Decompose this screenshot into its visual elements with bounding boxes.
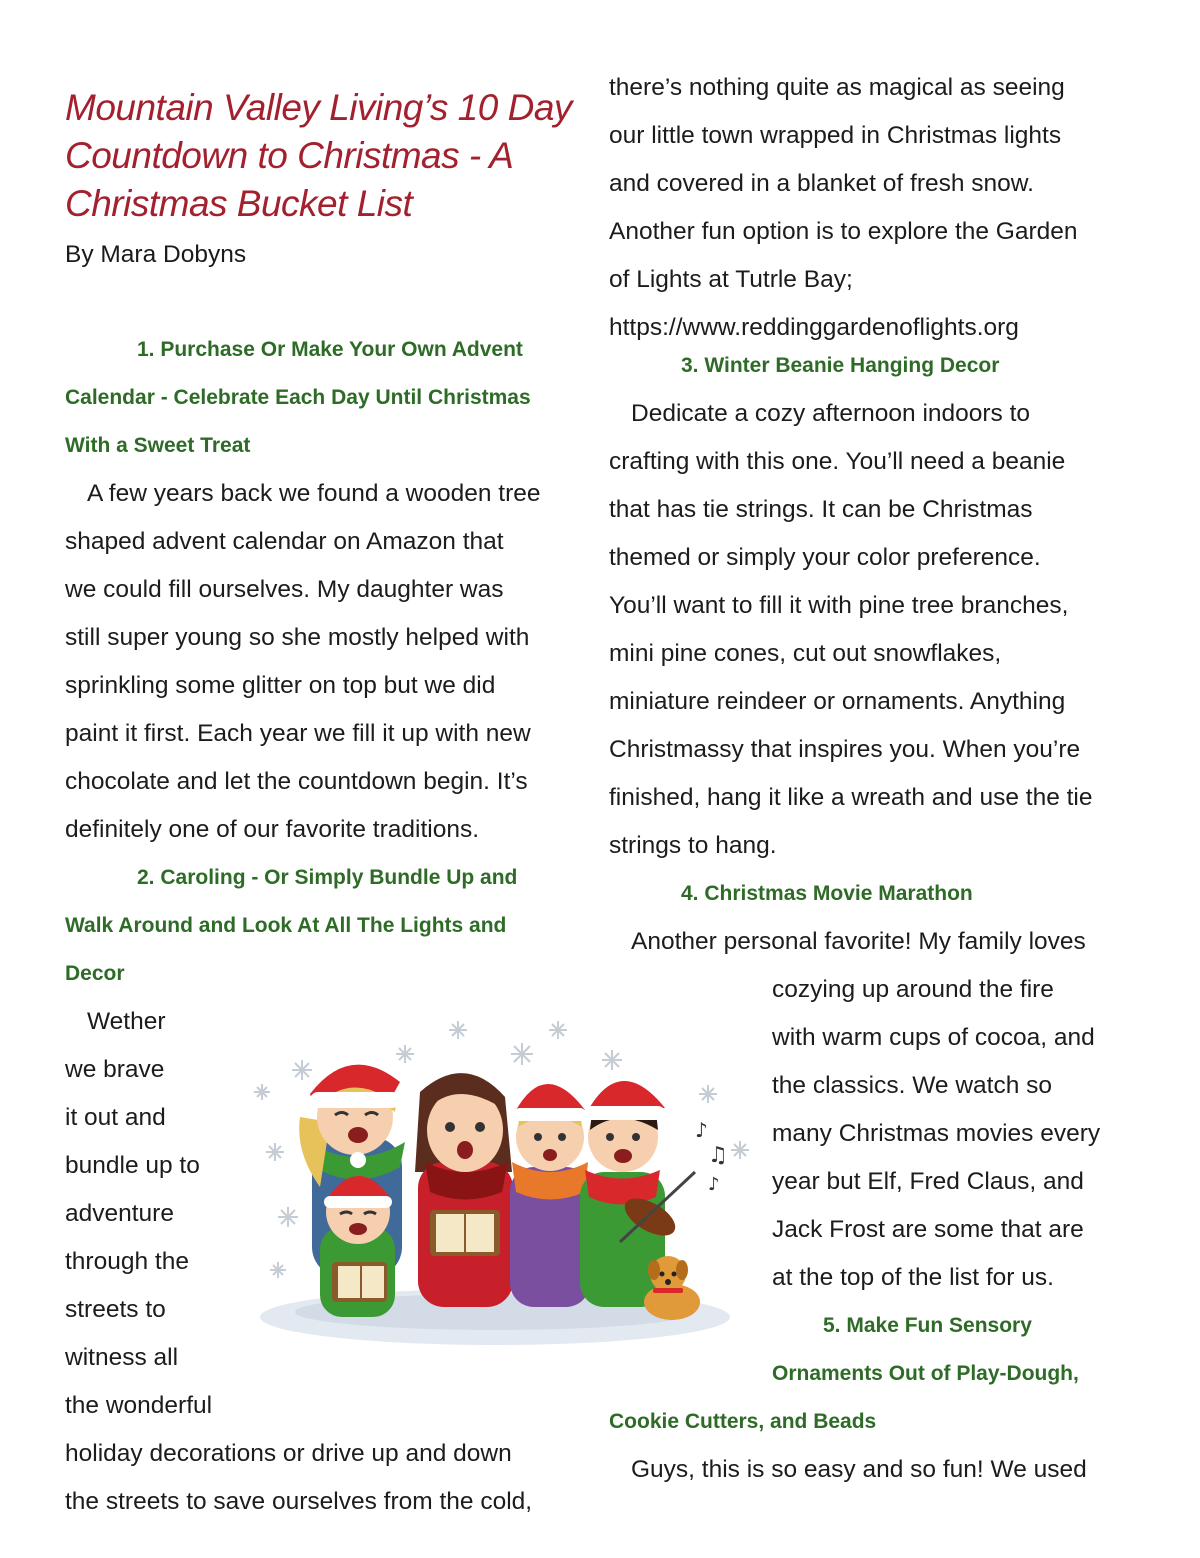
paragraph-line: Another fun option is to explore the Garden <box>609 218 1078 245</box>
paragraph-line: paint it first. Each year we fill it up with new <box>65 720 531 747</box>
paragraph-line: sprinkling some glitter on top but we did <box>65 672 496 699</box>
paragraph-line: finished, hang it like a wreath and use the tie <box>609 784 1093 811</box>
paragraph-line: Wether <box>87 1008 166 1035</box>
heading-2: Decor <box>65 962 125 985</box>
paragraph-line: the streets to save ourselves from the cold, <box>65 1488 533 1515</box>
heading-2: 2. Caroling - Or Simply Bundle Up and <box>137 866 518 889</box>
paragraph-line: Jack Frost are some that are <box>772 1216 1084 1243</box>
heading-1: 1. Purchase Or Make Your Own Advent <box>137 338 523 361</box>
paragraph-line: Dedicate a cozy afternoon indoors to <box>631 400 1031 427</box>
paragraph-line: through the <box>65 1248 189 1275</box>
heading-1: Calendar - Celebrate Each Day Until Christmas <box>65 386 531 409</box>
paragraph-line: mini pine cones, cut out snowflakes, <box>609 640 1002 667</box>
paragraph-line: strings to hang. <box>609 832 777 859</box>
paragraph-line: adventure <box>65 1200 174 1227</box>
paragraph-line: miniature reindeer or ornaments. Anything <box>609 688 1066 715</box>
svg-text:♪: ♪ <box>695 1118 708 1142</box>
heading-5: 5. Make Fun Sensory <box>823 1314 1032 1337</box>
paragraph-line: of Lights at Tutrle Bay; <box>609 266 853 293</box>
title-line: Christmas Bucket List <box>65 183 413 224</box>
paragraph-line: shaped advent calendar on Amazon that <box>65 528 504 555</box>
paragraph-line: it out and <box>65 1104 166 1131</box>
paragraph-line: that has tie strings. It can be Christmas <box>609 496 1033 523</box>
caroler-3 <box>415 1073 513 1307</box>
paragraph-line: You’ll want to fill it with pine tree branches, <box>609 592 1069 619</box>
music-note-icon <box>695 1118 728 1195</box>
paragraph-line: the classics. We watch so <box>772 1072 1053 1099</box>
paragraph-line: and covered in a blanket of fresh snow. <box>609 170 1034 197</box>
paragraph-line: our little town wrapped in Christmas lights <box>609 122 1062 149</box>
paragraph-line: chocolate and let the countdown begin. It’s <box>65 768 528 795</box>
paragraph-line: Another personal favorite! My family loves <box>631 928 1086 955</box>
paragraph-line: definitely one of our favorite traditions. <box>65 816 480 843</box>
title-line: Countdown to Christmas - A <box>65 135 514 176</box>
title-line: Mountain Valley Living’s 10 Day <box>65 87 572 128</box>
paragraph-line: witness all <box>65 1344 179 1371</box>
caroler-4 <box>510 1058 590 1307</box>
paragraph-line: with warm cups of cocoa, and <box>772 1024 1095 1051</box>
website-link[interactable]: https://www.reddinggardenoflights.org <box>609 314 1019 341</box>
paragraph-line: themed or simply your color preference. <box>609 544 1041 571</box>
heading-3: 3. Winter Beanie Hanging Decor <box>681 354 1000 377</box>
paragraph-line: many Christmas movies every <box>772 1120 1101 1147</box>
paragraph-line: holiday decorations or drive up and down <box>65 1440 512 1467</box>
paragraph-line: Guys, this is so easy and so fun! We used <box>631 1456 1087 1483</box>
paragraph-line: cozying up around the fire <box>772 976 1054 1003</box>
paragraph-line: the wonderful <box>65 1392 213 1419</box>
paragraph-line: Christmassy that inspires you. When you’re <box>609 736 1081 763</box>
paragraph-line: bundle up to <box>65 1152 200 1179</box>
paragraph-line: we brave <box>65 1056 165 1083</box>
paragraph-line: still super young so she mostly helped with <box>65 624 530 651</box>
children-carolers-icon <box>240 1012 750 1347</box>
svg-text:♪: ♪ <box>708 1174 720 1195</box>
paragraph-line: streets to <box>65 1296 166 1323</box>
article-title <box>65 84 585 228</box>
svg-text:♫: ♫ <box>708 1143 728 1168</box>
heading-4: 4. Christmas Movie Marathon <box>681 882 973 905</box>
byline: By Mara Dobyns <box>65 241 247 268</box>
heading-5: Cookie Cutters, and Beads <box>609 1410 877 1433</box>
paragraph-line: at the top of the list for us. <box>772 1264 1054 1291</box>
paragraph-line: there’s nothing quite as magical as seeing <box>609 74 1065 101</box>
heading-1: With a Sweet Treat <box>65 434 251 457</box>
paragraph-line: A few years back we found a wooden tree <box>87 480 541 507</box>
heading-2: Walk Around and Look At All The Lights and <box>65 914 507 937</box>
paragraph-line: crafting with this one. You’ll need a beanie <box>609 448 1066 475</box>
heading-5: Ornaments Out of Play-Dough, <box>772 1362 1079 1385</box>
paragraph-line: we could fill ourselves. My daughter was <box>65 576 504 603</box>
paragraph-line: year but Elf, Fred Claus, and <box>772 1168 1084 1195</box>
